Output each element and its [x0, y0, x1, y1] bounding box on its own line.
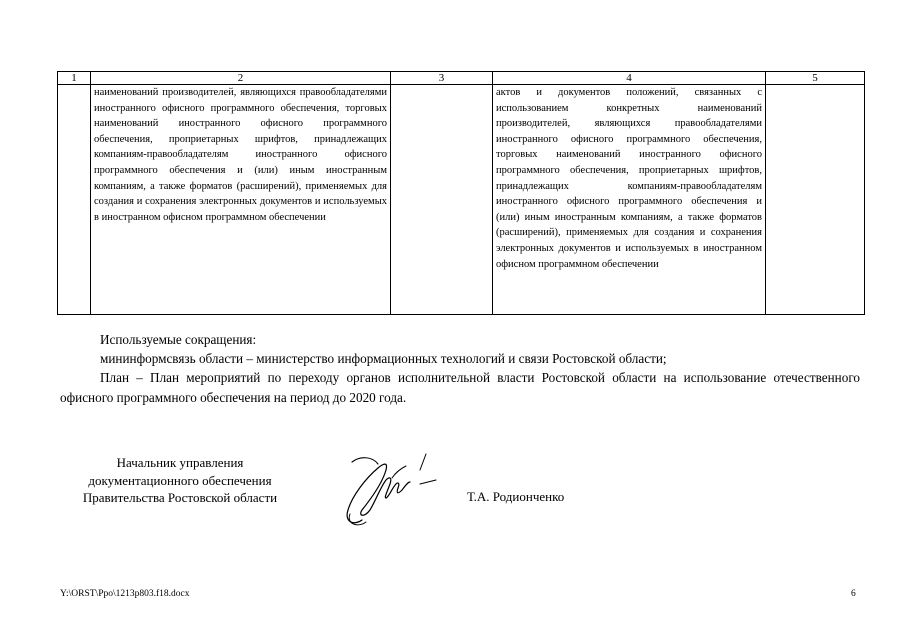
column-number-5: 5 — [766, 72, 865, 85]
abbreviations-heading: Используемые сокращения: — [100, 332, 257, 347]
plan-table — [57, 71, 865, 315]
column-number-2: 2 — [91, 72, 391, 85]
table-cell-col4: актов и документов положений, связанных с использованием конкретных наименований производителей, являющихся правообладателями иностранного офисного программного обеспечения, торговых наименований иностранного офисного программного обеспечения, проприетарных шрифтов, принадлежащих компаниям-правообладателям иностранного офисного программного обеспечения и (или) иным иностранным компаниям, а также форматов (расширений), применяемых для создания и сохранения электронных документов и используемых в иностранном офисном программном обеспечении — [493, 85, 766, 315]
signatory-name: Т.А. Родионченко — [467, 489, 565, 504]
signatory-title — [60, 454, 300, 507]
signatory-title-line: документационного обеспечения — [88, 472, 272, 488]
handwritten-signature — [332, 448, 444, 532]
signatory-title-line: Правительства Ростовской области — [82, 490, 278, 505]
abbreviation-item: мининформсвязь области – министерство информационных технологий и связи Ростовской области; — [100, 351, 667, 367]
table-cell-col2: наименований производителей, являющихся правообладателями иностранного офисного программного обеспечения, торговых наименований иностранного офисного программного обеспечения, проприетарных шрифтов, принадлежащих компаниям-правообладателям иностранного офисного программного обеспечения и (или) иным иностранным компаниям, а также форматов (расширений), применяемых для создания и сохранения электронных документов и используемых в иностранном офисном программном обеспечении — [91, 85, 391, 315]
table-cell-col5 — [766, 85, 865, 315]
table-header-row — [58, 72, 865, 85]
table-cell-col1 — [58, 85, 91, 315]
table-row — [58, 85, 865, 315]
signatory-title-line: Начальник управления — [116, 455, 244, 470]
column-number-1: 1 — [58, 72, 91, 85]
abbreviation-item: План – План мероприятий по переходу органов исполнительной власти Ростовской области на использование отечественного офисного программного обеспечения на период до 2020 года. — [60, 370, 860, 405]
footer-file-path: Y:\ORST\Ppo\1213p803.f18.docx — [60, 589, 190, 599]
page-number: 6 — [851, 589, 856, 599]
abbreviations-section — [60, 330, 860, 407]
column-number-3: 3 — [391, 72, 493, 85]
table-cell-col3 — [391, 85, 493, 315]
column-number-4: 4 — [493, 72, 766, 85]
